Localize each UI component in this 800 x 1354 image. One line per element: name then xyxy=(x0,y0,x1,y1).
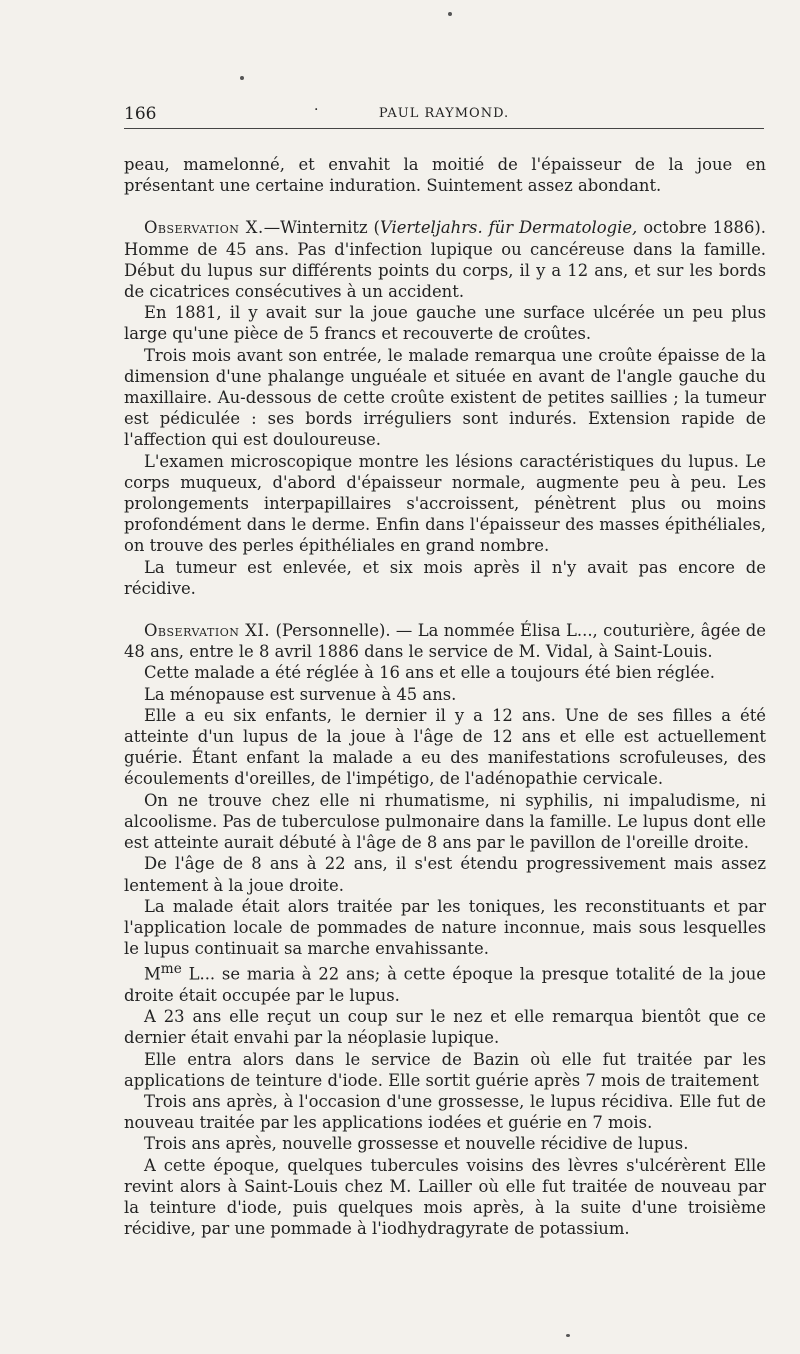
paragraph: La malade était alors traitée par les toniques, les reconstituants et par l'application locale de pommades de nature inconnue, mais sous lesquelles le lupus continuait sa marche envahissante. xyxy=(124,896,766,959)
paragraph: Cette malade a été réglée à 16 ans et elle a toujours été bien réglée. xyxy=(144,663,715,683)
observation-text: octobre 1886). Homme de 45 ans. Pas d'infection lupique ou cancéreuse dans la famille. Début du lupus sur différents points du corps, il y a 12 ans, et sur les bords de cicatrices consécutives à un accident. xyxy=(124,218,766,302)
header-rule xyxy=(124,128,764,129)
paragraph: De l'âge de 8 ans à 22 ans, il s'est étendu progressivement mais assez lentement à la joue droite. xyxy=(124,854,766,895)
paragraph: En 1881, il y avait sur la joue gauche une surface ulcérée un peu plus large qu'une pièce de 5 francs et recouverte de croûtes. xyxy=(124,303,766,344)
print-speck xyxy=(240,76,244,80)
paragraph: On ne trouve chez elle ni rhumatisme, ni syphilis, ni impaludisme, ni alcoolisme. Pas de tuberculose pulmonaire dans la famille. Le lupus dont elle est atteinte aurait débuté à l'âge de 8 ans par le pavillon de l'oreille droite. xyxy=(124,790,766,853)
page-number: 166 xyxy=(124,104,157,124)
paragraph: La tumeur est enlevée, et six mois après il n'y avait pas encore de récidive. xyxy=(124,557,766,598)
running-header xyxy=(124,104,764,128)
observation-label: Observation XI. xyxy=(144,621,271,641)
header-dot: · xyxy=(314,102,319,118)
paragraph: A cette époque, quelques tubercules voisins des lèvres s'ulcérèrent Elle revint alors à Saint-Louis chez M. Lailler où elle fut traitée de nouveau par la teinture d'iode, puis quelques mois après, à la suite d'une troisième récidive, par une pommade à l'iodhydragyrate de potassium. xyxy=(124,1155,766,1239)
title-abbrev-sup: me xyxy=(160,961,182,978)
title-abbrev: M xyxy=(144,964,161,984)
running-title: PAUL RAYMOND. xyxy=(378,106,510,121)
spacer xyxy=(124,196,766,217)
observation-paragraph xyxy=(124,620,766,662)
text-body xyxy=(124,154,766,1239)
spacer xyxy=(124,599,766,620)
paragraph: A 23 ans elle reçut un coup sur le nez et elle remarqua bientôt que ce dernier était envahi par la néoplasie lupique. xyxy=(124,1007,766,1048)
paragraph: Trois mois avant son entrée, le malade remarqua une croûte épaisse de la dimension d'une phalange unguéale et située en avant de l'angle gauche du maxillaire. Au-dessous de cette croûte existent de petites saillies ; la tumeur est pédiculée : ses bords irréguliers sont indurés. Extension rapide de l'affection qui est douloureuse. xyxy=(124,345,766,450)
print-speck xyxy=(566,1334,570,1337)
observation-label: Observation X. xyxy=(144,218,264,238)
print-speck xyxy=(448,12,452,16)
paragraph: peau, mamelonné, et envahit la moitié de l'épaisseur de la joue en présentant une certaine induration. Suintement assez abondant. xyxy=(124,155,766,196)
paragraph xyxy=(124,959,766,1006)
paragraph: Trois ans après, nouvelle grossesse et nouvelle récidive de lupus. xyxy=(144,1134,689,1154)
journal-title: Vierteljahrs. für Dermatologie, xyxy=(379,218,638,238)
observation-source: —Winternitz ( xyxy=(263,218,380,238)
paragraph-text: L... se maria à 22 ans; à cette époque la presque totalité de la joue droite était occupée par le lupus. xyxy=(124,964,766,1005)
paragraph: Elle entra alors dans le service de Bazin où elle fut traitée par les applications de teinture d'iode. Elle sortit guérie après 7 mois de traitement xyxy=(124,1049,766,1090)
paragraph: Trois ans après, à l'occasion d'une grossesse, le lupus récidiva. Elle fut de nouveau traitée par les applications iodées et guérie en 7 mois. xyxy=(124,1092,766,1133)
paragraph: La ménopause est survenue à 45 ans. xyxy=(144,684,457,704)
paragraph: Elle a eu six enfants, le dernier il y a 12 ans. Une de ses filles a été atteinte d'un lupus de la joue à l'âge de 12 ans et elle est actuellement guérie. Étant enfant la malade a eu des manifestations scrofuleuses, des écoulements d'oreilles, de l'impétigo, de l'adénopathie cervicale. xyxy=(124,705,766,789)
paragraph: L'examen microscopique montre les lésions caractéristiques du lupus. Le corps muqueux, d'abord d'épaisseur normale, augmente peu à peu. Les prolongements interpapillaires s'accroissent, pénètrent plus ou moins profondément dans le derme. Enfin dans l'épaisseur des masses épithéliales, on trouve des perles épithéliales en grand nombre. xyxy=(124,451,766,556)
observation-text: (Personnelle). — La nommée Élisa L..., couturière, âgée de 48 ans, entre le 8 avril 1886 dans le service de M. Vidal, à Saint-Louis. xyxy=(124,621,767,662)
observation-paragraph xyxy=(124,217,766,302)
